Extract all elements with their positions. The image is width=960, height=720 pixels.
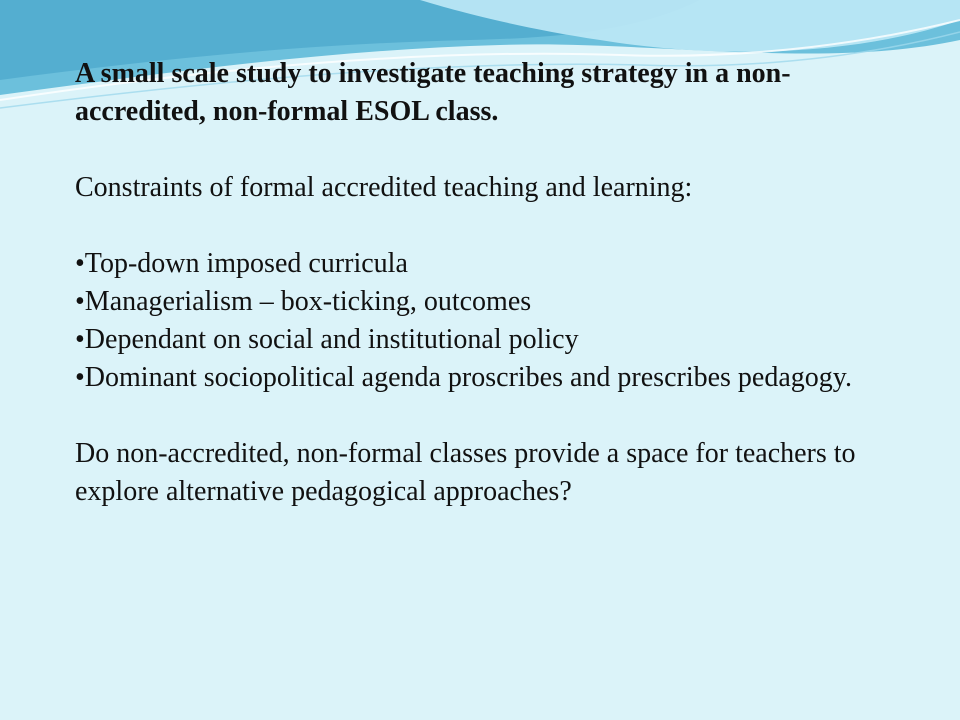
list-item: •Dominant sociopolitical agenda proscribes and prescribes pedagogy.	[75, 362, 852, 393]
constraints-heading: Constraints of formal accredited teaching and learning:	[75, 172, 693, 203]
spacer	[75, 131, 905, 169]
list-item: •Managerialism – box-ticking, outcomes	[75, 286, 532, 317]
list-item: •Dependant on social and institutional policy	[75, 324, 579, 355]
closing-question: Do non-accredited, non-formal classes provide a space for teachers to explore alternative pedagogical approaches?	[75, 438, 856, 507]
slide-title: A small scale study to investigate teaching strategy in a non-accredited, non-formal ESOL class.	[75, 58, 791, 127]
constraints-list	[75, 245, 905, 397]
list-item: •Top-down imposed curricula	[75, 248, 408, 279]
spacer	[75, 207, 905, 245]
spacer	[75, 397, 905, 435]
slide-content	[75, 55, 905, 511]
